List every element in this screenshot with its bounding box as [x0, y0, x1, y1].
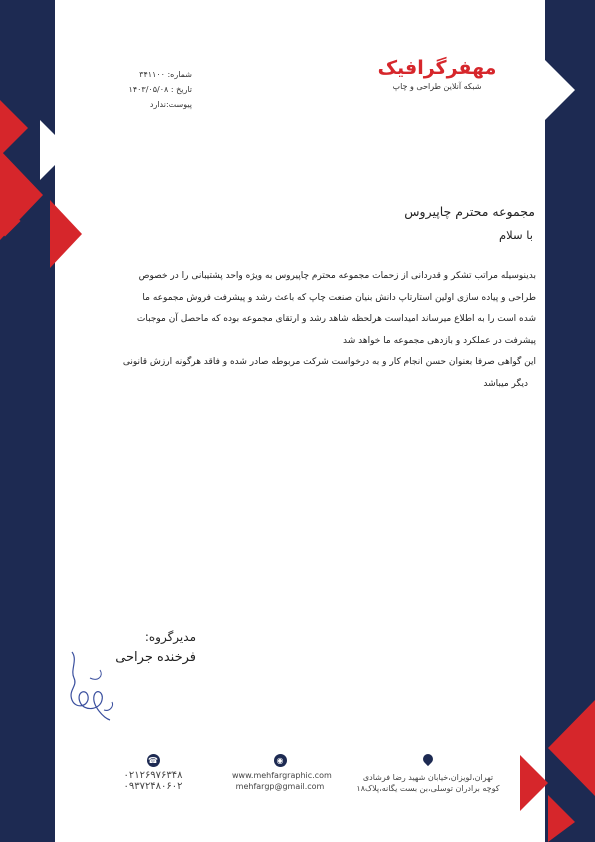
body-line: شده است را به اطلاع میرساند امیداست هرلحظه شاهد رشد و ارتقای مجموعه بوده که ماحصل آن موجبات — [136, 314, 536, 324]
handwritten-signature — [60, 648, 120, 728]
body-line: پیشرفت در عملکرد و بازدهی مجموعه ما خواهد شد — [343, 335, 536, 346]
address-line-1: تهران،لویزان،خیابان شهید رضا فرشادی — [362, 773, 494, 782]
globe-icon: ◉ — [274, 754, 287, 767]
email-link[interactable]: mehfargp@gmail.com — [235, 782, 325, 791]
footer-address — [338, 754, 518, 794]
letter-attachment-row — [102, 97, 192, 112]
phone-icon: ☎ — [148, 756, 158, 765]
footer-web — [232, 754, 332, 792]
body-line: بدینوسیله مراتب تشکر و قدردانی از زحمات مجموعه محترم چاپیروس به ویژه واحد پشتیبانی را در خصوص — [138, 271, 536, 281]
letter-meta — [102, 67, 192, 112]
company-logo: مهفرگرافیک — [377, 57, 497, 79]
body-line: این گواهی صرفا بعنوان حسن انجام کار و به درخواست شرکت مربوطه صادر شده و فاقد هرگونه ارزش قانونی — [122, 357, 536, 367]
phone-number-2[interactable]: ۰۹۳۷۲۴۸۰۶۰۲ — [123, 781, 183, 792]
address-line-2: کوچه برادران توسلی،بن بست یگانه،پلاک۱۸ — [356, 784, 500, 793]
signer-title: مدیرگروه: — [144, 630, 196, 644]
letter-body — [48, 266, 536, 395]
left-red-diamond-small — [50, 200, 82, 268]
body-line: دیگر میباشد — [483, 378, 528, 389]
letter-salutation: مجموعه محترم چاپیروس — [404, 204, 535, 219]
letter-number-row — [102, 67, 192, 82]
letter-number-label: شماره: — [167, 70, 192, 79]
letter-date-value: ۱۴۰۳/۰۵/۰۸ — [128, 85, 169, 94]
location-pin-icon — [421, 752, 435, 766]
letter-date-row — [102, 82, 192, 97]
letter-date-label: تاریخ : — [170, 85, 192, 94]
body-line: طراحی و پیاده سازی اولین استارتاپ دانش بنیان صنعت چاپ که باعث رشد و پیشرفت فروش مجموعه ما — [142, 292, 536, 303]
letter-number-value: ۳۴۱۱۰۰ — [139, 70, 165, 79]
phone-number-1[interactable]: ۰۲۱۲۶۹۷۶۳۴۸ — [123, 770, 183, 781]
letter-attachment-value: ندارد — [149, 100, 166, 109]
signer-name: فرخنده جراحی — [115, 650, 196, 665]
company-tagline: شبکه آنلاین طراحی و چاپ — [392, 82, 482, 91]
website-link[interactable]: www.mehfargraphic.com — [232, 771, 332, 780]
letter-attachment-label: پیوست: — [165, 100, 192, 109]
brand-block — [377, 56, 497, 91]
letter-greeting: با سلام — [499, 228, 533, 242]
right-red-diamond-small — [520, 755, 548, 811]
footer-phones — [108, 754, 198, 792]
